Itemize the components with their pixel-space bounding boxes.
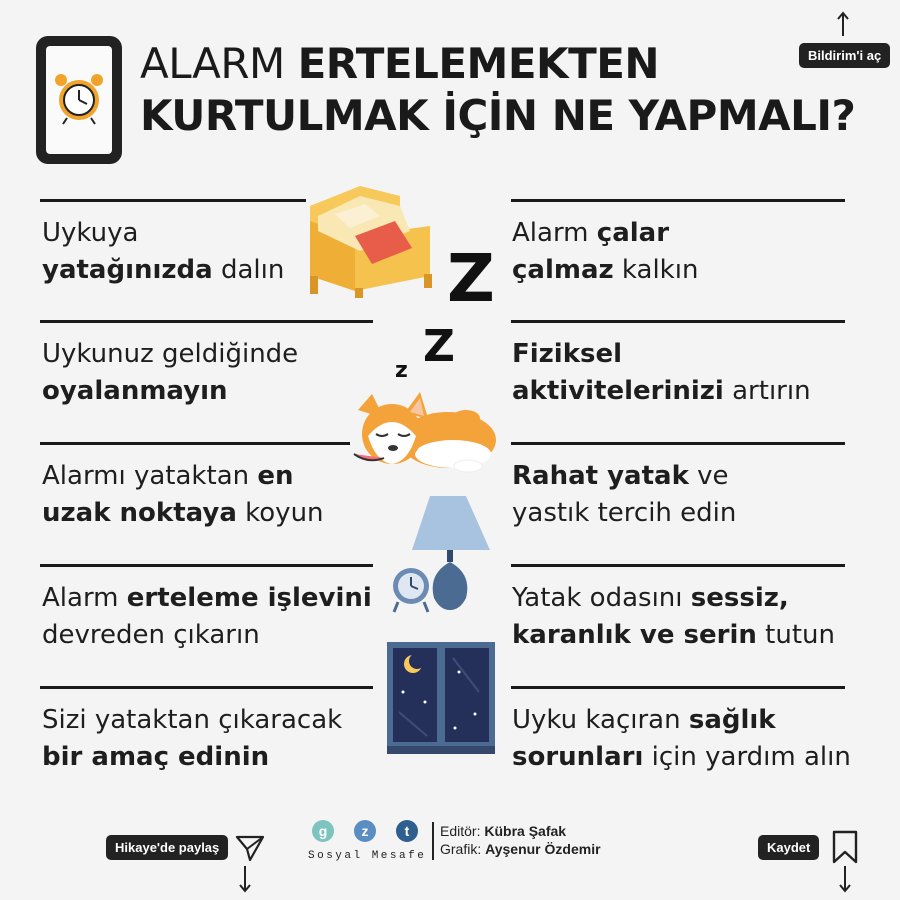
arrow-up-icon	[836, 10, 850, 36]
divider	[40, 199, 306, 202]
tip-left-4	[42, 580, 372, 654]
tip-text: artırın	[723, 376, 811, 406]
title-part-bold: ERTELEMEKTEN	[297, 39, 660, 88]
divider	[40, 686, 373, 689]
brand-subtitle: Sosyal Mesafe	[308, 850, 427, 862]
tip-text: koyun	[236, 498, 324, 528]
bookmark-icon[interactable]	[830, 830, 860, 864]
tip-right-3	[512, 458, 736, 532]
divider	[511, 199, 845, 202]
tip-text: Uykuya	[42, 218, 139, 248]
tip-bold: yatağınızda	[42, 255, 213, 285]
tip-right-1	[512, 215, 698, 289]
tip-bold: karanlık ve serin	[512, 620, 757, 650]
graphic-label: Grafik:	[440, 841, 482, 857]
zzz-small: z	[395, 358, 408, 383]
tip-text: Alarmı yataktan	[42, 461, 258, 491]
title-part: ALARM	[140, 39, 298, 88]
divider	[40, 320, 373, 323]
divider	[511, 320, 845, 323]
tip-text: Sizi yataktan çıkaracak	[42, 705, 343, 735]
tip-text: yastık tercih edin	[512, 498, 737, 528]
brand-letter-t: t	[396, 820, 418, 842]
brand-letter-z: z	[354, 820, 376, 842]
save-button[interactable]: Kaydet	[758, 835, 819, 860]
divider	[511, 564, 845, 567]
tip-left-2	[42, 336, 298, 410]
tip-bold: en	[257, 461, 294, 491]
tip-right-2	[512, 336, 811, 410]
page-title	[140, 38, 860, 142]
window-night-icon	[387, 642, 495, 754]
editor-label: Editör:	[440, 823, 481, 839]
share-icon[interactable]	[234, 832, 266, 864]
divider	[40, 564, 373, 567]
tip-bold: sorunları	[512, 742, 644, 772]
tip-text: için yardım alın	[643, 742, 851, 772]
tip-bold: Rahat yatak	[512, 461, 689, 491]
tip-text: Yatak odasını	[512, 583, 691, 613]
brand-letter-g: g	[312, 820, 334, 842]
tip-text: Alarm	[512, 218, 597, 248]
brand-logo	[308, 820, 428, 866]
clock-icon	[390, 562, 432, 614]
tip-bold: sessiz,	[690, 583, 789, 613]
notify-button[interactable]: Bildirim'i aç	[799, 43, 890, 68]
divider	[511, 686, 845, 689]
tip-bold: çalar	[596, 218, 670, 248]
arrow-down-icon	[838, 866, 852, 894]
divider	[40, 442, 350, 445]
tip-bold: sağlık	[688, 705, 776, 735]
tip-bold: Fiziksel	[512, 339, 623, 369]
tip-text: tutun	[756, 620, 835, 650]
zzz-big: Z	[447, 240, 495, 317]
arrow-down-icon	[238, 866, 252, 894]
divider	[511, 442, 845, 445]
graphic-name: Ayşenur Özdemir	[485, 841, 601, 857]
dog-icon	[348, 388, 500, 474]
credit-divider	[432, 822, 434, 860]
tip-text: Uykunuz geldiğinde	[42, 339, 299, 369]
tip-bold: aktivitelerinizi	[512, 376, 724, 406]
zzz-medium: Z	[423, 321, 455, 372]
tip-bold: erteleme işlevini	[126, 583, 372, 613]
tip-text: dalın	[212, 255, 285, 285]
editor-name: Kübra Şafak	[484, 823, 567, 839]
tip-bold: oyalanmayın	[42, 376, 228, 406]
title-line-2: KURTULMAK İÇİN NE YAPMALI?	[140, 91, 856, 140]
tip-bold: çalmaz	[512, 255, 614, 285]
phone-alarm-icon	[34, 34, 126, 168]
tip-bold: uzak noktaya	[42, 498, 237, 528]
tip-right-5	[512, 702, 851, 776]
share-story-button[interactable]: Hikaye'de paylaş	[106, 835, 228, 860]
tip-left-3	[42, 458, 324, 532]
tip-text: kalkın	[613, 255, 699, 285]
tip-right-4	[512, 580, 835, 654]
tip-text: Alarm	[42, 583, 127, 613]
bed-icon	[300, 176, 440, 301]
tip-text: Uyku kaçıran	[512, 705, 689, 735]
tip-text: devreden çıkarın	[42, 620, 260, 650]
tip-bold: bir amaç edinin	[42, 742, 270, 772]
tip-left-1	[42, 215, 284, 289]
tip-text: ve	[688, 461, 729, 491]
credits	[440, 822, 601, 858]
tip-left-5	[42, 702, 342, 776]
